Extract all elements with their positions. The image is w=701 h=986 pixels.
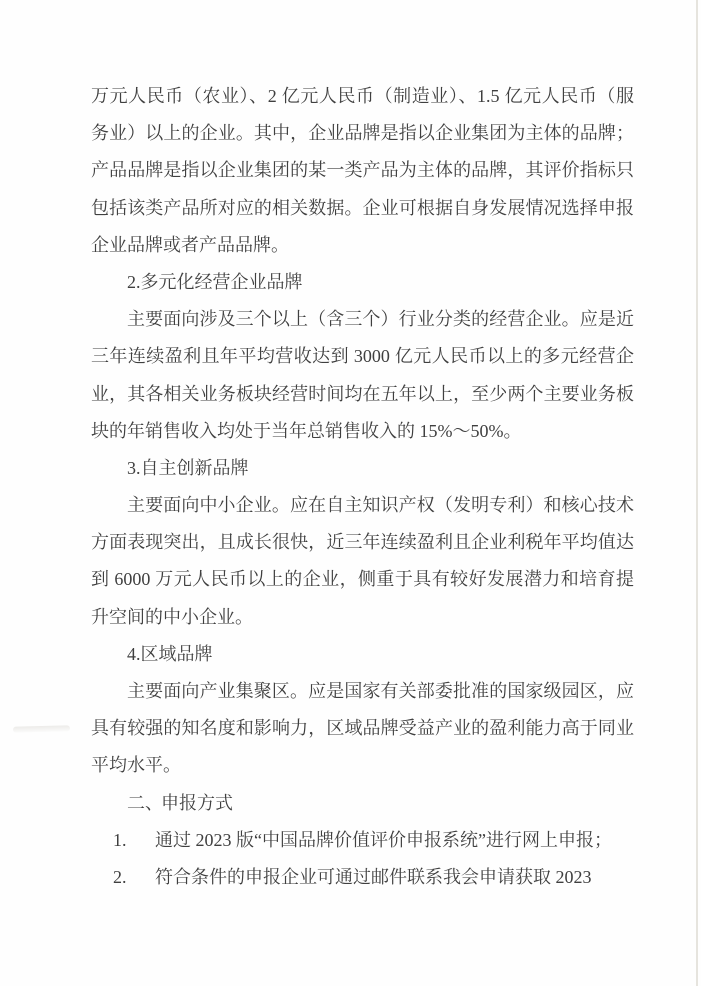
list-marker: 2. [113, 866, 127, 887]
paragraph-line: 产品品牌是指以企业集团的某一类产品为主体的品牌，其评价指标只 [91, 160, 634, 181]
paragraph-line: 平均水平。 [91, 755, 181, 776]
line-text: 申报方式 [161, 792, 233, 813]
paragraph-line: 具有较强的知名度和影响力，区域品牌受益产业的盈利能力高于同业 [91, 718, 634, 739]
paragraph-line: 万元人民币（农业）、2 亿元人民币（制造业）、1.5 亿元人民币（服 [91, 86, 634, 106]
list-marker: 二、 [127, 792, 163, 813]
subsection-heading: 4.区域品牌 [127, 643, 213, 664]
scan-smudge-artifact [13, 725, 70, 732]
paragraph-line: 方面表现突出，且成长很快，近三年连续盈利且企业利税年平均值达 [91, 532, 634, 553]
list-marker: 1. [113, 829, 127, 850]
paragraph-line: 主要面向中小企业。应在自主知识产权（发明专利）和核心技术 [127, 495, 634, 516]
paragraph-line: 企业品牌或者产品品牌。 [91, 234, 289, 255]
paragraph-line: 业，其各相关业务板块经营时间均在五年以上，至少两个主要业务板 [91, 383, 634, 404]
paragraph-line: 三年连续盈利且年平均营收达到 3000 亿元人民币以上的多元经营企 [91, 346, 634, 367]
paragraph-line: 务业）以上的企业。其中，企业品牌是指以企业集团为主体的品牌； [91, 123, 634, 144]
paragraph-line: 主要面向产业集聚区。应是国家有关部委批准的国家级园区，应 [127, 681, 634, 701]
paragraph-line: 块的年销售收入均处于当年总销售收入的 15%～50%。 [91, 420, 522, 441]
list-item [91, 859, 634, 896]
line-text: 通过 2023 版“中国品牌价值评价申报系统”进行网上申报； [155, 829, 612, 850]
document-text-block [91, 78, 634, 896]
line-text: 符合条件的申报企业可通过邮件联系我会申请获取 2023 [155, 866, 592, 887]
paragraph-line: 包括该类产品所对应的相关数据。企业可根据自身发展情况选择申报 [91, 197, 634, 218]
paragraph-line: 升空间的中小企业。 [91, 606, 253, 627]
subsection-heading: 2.多元化经营企业品牌 [127, 271, 303, 292]
paragraph-line: 主要面向涉及三个以上（含三个）行业分类的经营企业。应是近 [127, 309, 634, 330]
subsection-heading: 3.自主创新品牌 [127, 457, 249, 478]
section-heading [91, 785, 634, 822]
list-item [91, 822, 634, 859]
scan-edge-artifact [696, 0, 698, 986]
paragraph-line: 到 6000 万元人民币以上的企业，侧重于具有较好发展潜力和培育提 [91, 569, 634, 590]
